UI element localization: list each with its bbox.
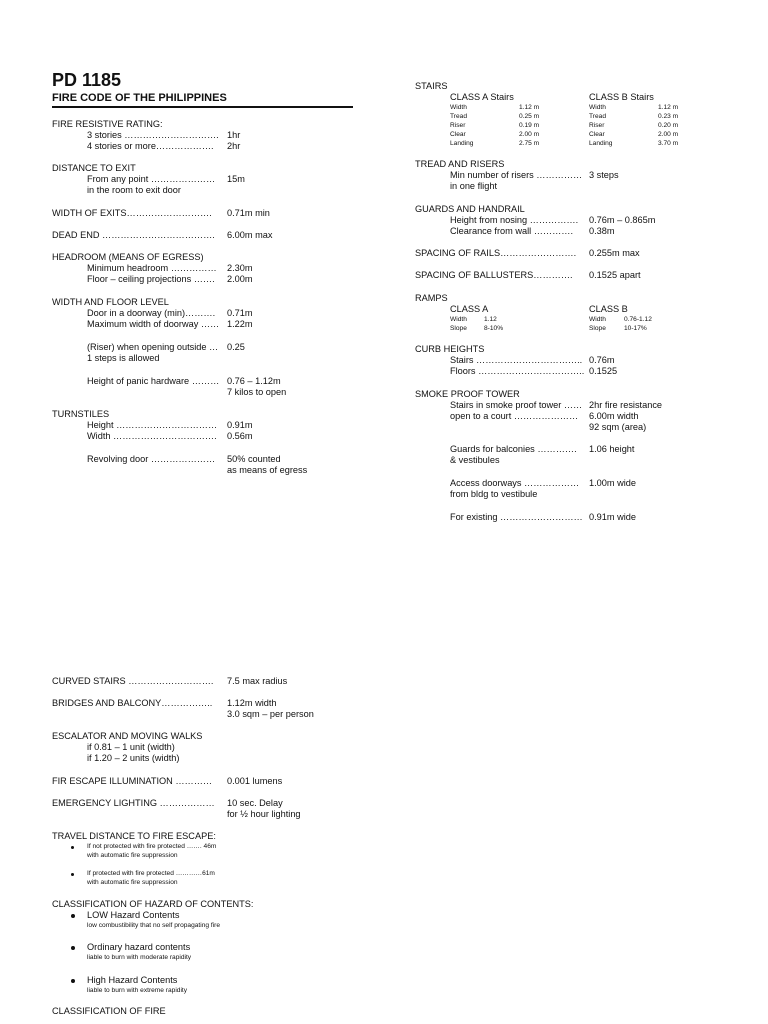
row-label: Height …………………………… <box>87 420 218 430</box>
ramp-label: Width <box>589 316 606 323</box>
ramp-value: 10-17% <box>624 325 647 332</box>
bullet-subtext: with automatic fire suppression <box>87 852 178 859</box>
bullet-subtext: with automatic fire suppression <box>87 879 178 886</box>
section-heading: RAMPS <box>415 293 448 303</box>
section-heading: CLASSIFICATION OF HAZARD OF CONTENTS: <box>52 899 254 909</box>
stairs-row-label: Landing <box>589 140 613 147</box>
section-heading: GUARDS AND HANDRAIL <box>415 204 525 214</box>
section-heading: HEADROOM (MEANS OF EGRESS) <box>52 252 204 262</box>
row-value: 0.71m min <box>227 208 270 218</box>
row-value: 10 sec. Delay <box>227 798 283 808</box>
row-value: 0.71m <box>227 308 253 318</box>
row-value: 2hr fire resistance <box>589 400 663 410</box>
row-value: 0.1525 apart <box>589 270 641 280</box>
stairs-row-b: 1.12 m <box>658 104 679 111</box>
stairs-row-label: Riser <box>589 122 605 129</box>
row-label: EMERGENCY LIGHTING ……………… <box>52 798 215 808</box>
stairs-row-a: 1.12 m <box>519 104 540 111</box>
stairs-row-label: Tread <box>589 113 606 120</box>
row-value: 2.30m <box>227 263 253 273</box>
bullet-subtext: low combustibility that no self propagating fire <box>87 922 221 929</box>
stairs-row-a: 0.19 m <box>519 122 540 129</box>
row-value: 2.00m <box>227 274 253 284</box>
bullet-text: Ordinary hazard contents <box>87 942 191 952</box>
ramp-value: 8-10% <box>484 325 504 332</box>
row-label: Width ……………………………. <box>87 431 217 441</box>
row-value: 1.00m wide <box>589 478 636 488</box>
section-heading: FIRE RESISTIVE RATING: <box>52 119 163 129</box>
row-value: 1hr <box>227 130 241 140</box>
row-label: FIR ESCAPE ILLUMINATION ………… <box>52 776 213 786</box>
row-label: CURVED STAIRS ………………………. <box>52 676 214 686</box>
stairs-row-label: Width <box>589 104 606 111</box>
bullet-text: If protected with fire protected …………61m <box>87 870 215 877</box>
row-label: Height from nosing ……………. <box>450 215 579 225</box>
row-label: Min number of risers …………… <box>450 170 583 180</box>
stairs-row-a: 2.75 m <box>519 140 540 147</box>
bullet-text: If not protected with fire protected ……. 46m <box>87 843 217 850</box>
row-label: 3 stories …………………………. <box>87 130 219 140</box>
row-value: 3.0 sqm – per person <box>227 709 314 719</box>
row-label: From any point ………………… <box>87 174 216 184</box>
stairs-row-label: Tread <box>450 113 467 120</box>
row-value: 0.91m <box>227 420 253 430</box>
stairs-row-b: 2.00 m <box>658 131 679 138</box>
row-label: Stairs in smoke proof tower …… <box>450 400 583 410</box>
row-label: Door in a doorway (min)………. <box>87 308 216 318</box>
bullet-icon <box>71 873 74 876</box>
row-label: Floors …………………………….. <box>450 366 585 376</box>
row-value: 50% counted <box>227 454 281 464</box>
stairs-row-label: Riser <box>450 122 466 129</box>
row-value: 1.12m width <box>227 698 277 708</box>
bullet-subtext: liable to burn with moderate rapidity <box>87 954 192 961</box>
row-label: WIDTH OF EXITS………………………. <box>52 208 212 218</box>
row-label: (Riser) when opening outside … <box>87 342 219 352</box>
row-value: 0.76 – 1.12m <box>227 376 281 386</box>
row-value: 7.5 max radius <box>227 676 288 686</box>
row-label: from bldg to vestibule <box>450 489 538 499</box>
row-label: Revolving door ………………… <box>87 454 216 464</box>
bullet-subtext: liable to burn with extreme rapidity <box>87 987 188 994</box>
row-label: For existing ……………………… <box>450 512 583 522</box>
row-label: if 0.81 – 1 unit (width) <box>87 742 175 752</box>
stairs-row-b: 0.20 m <box>658 122 679 129</box>
row-label: Height of panic hardware ……… <box>87 376 220 386</box>
bullet-icon <box>71 979 75 983</box>
section-heading: TURNSTILES <box>52 409 110 419</box>
section-heading: STAIRS <box>415 81 448 91</box>
page-title: PD 1185 <box>52 70 122 90</box>
ramp-value: 1.12 <box>484 316 497 323</box>
row-value: 2hr <box>227 141 241 151</box>
section-heading: WIDTH AND FLOOR LEVEL <box>52 297 169 307</box>
bullet-text: High Hazard Contents <box>87 975 178 985</box>
ramp-label: Slope <box>450 325 467 332</box>
classification-of-fire-heading: CLASSIFICATION OF FIRE <box>52 1006 166 1016</box>
section-heading: ESCALATOR AND MOVING WALKS <box>52 731 203 741</box>
section-heading: TREAD AND RISERS <box>415 159 505 169</box>
ramp-label: Slope <box>589 325 606 332</box>
row-value: as means of egress <box>227 465 308 475</box>
row-label: DEAD END ………………………………. <box>52 230 215 240</box>
row-value: 7 kilos to open <box>227 387 287 397</box>
class-a-heading: CLASS A <box>450 304 489 314</box>
stairs-row-a: 0.25 m <box>519 113 540 120</box>
stairs-row-b: 3.70 m <box>658 140 679 147</box>
row-label: open to a court ………………… <box>450 411 579 421</box>
class-b-heading: CLASS B <box>589 304 628 314</box>
row-value: 15m <box>227 174 245 184</box>
section-heading: SMOKE PROOF TOWER <box>415 389 520 399</box>
row-value: 0.56m <box>227 431 253 441</box>
row-label: 1 steps is allowed <box>87 353 160 363</box>
row-value: 0.255m max <box>589 248 640 258</box>
bullet-icon <box>71 946 75 950</box>
row-label: SPACING OF RAILS……………………. <box>415 248 577 258</box>
bullet-icon <box>71 846 74 849</box>
class-b-heading: CLASS B Stairs <box>589 92 654 102</box>
title-rule <box>52 106 353 108</box>
bullet-icon <box>71 914 75 918</box>
row-label: Clearance from wall …………. <box>450 226 574 236</box>
row-value: 0.1525 <box>589 366 618 376</box>
row-label: SPACING OF BALLUSTERS…………. <box>415 270 573 280</box>
class-a-heading: CLASS A Stairs <box>450 92 514 102</box>
row-label: Maximum width of doorway …… <box>87 319 220 329</box>
row-value: 0.38m <box>589 226 615 236</box>
row-label: & vestibules <box>450 455 500 465</box>
section-heading: CURB HEIGHTS <box>415 344 485 354</box>
row-value: 6.00m max <box>227 230 273 240</box>
stairs-row-label: Landing <box>450 140 474 147</box>
row-value: 1.22m <box>227 319 253 329</box>
stairs-row-a: 2.00 m <box>519 131 540 138</box>
row-label: in one flight <box>450 181 497 191</box>
row-value: for ½ hour lighting <box>227 809 301 819</box>
ramp-value: 0.76-1.12 <box>624 316 652 323</box>
row-value: 1.06 height <box>589 444 635 454</box>
row-value: 6.00m width <box>589 411 639 421</box>
stairs-row-b: 0.23 m <box>658 113 679 120</box>
page-subtitle: FIRE CODE OF THE PHILIPPINES <box>52 92 227 104</box>
section-heading: TRAVEL DISTANCE TO FIRE ESCAPE: <box>52 831 216 841</box>
stairs-row-label: Clear <box>450 131 466 138</box>
row-label: Minimum headroom …………… <box>87 263 217 273</box>
row-value: 0.76m – 0.865m <box>589 215 656 225</box>
row-label: in the room to exit door <box>87 185 181 195</box>
row-label: 4 stories or more………………. <box>87 141 214 151</box>
row-label: Floor – ceiling projections ……. <box>87 274 215 284</box>
ramp-label: Width <box>450 316 467 323</box>
row-value: 0.91m wide <box>589 512 636 522</box>
bullet-text: LOW Hazard Contents <box>87 910 180 920</box>
stairs-row-label: Width <box>450 104 467 111</box>
row-label: Stairs …………………………….. <box>450 355 583 365</box>
row-value: 0.25 <box>227 342 245 352</box>
row-value: 3 steps <box>589 170 619 180</box>
stairs-row-label: Clear <box>589 131 605 138</box>
row-label: Guards for balconies …………. <box>450 444 577 454</box>
row-label: if 1.20 – 2 units (width) <box>87 753 180 763</box>
row-value: 0.76m <box>589 355 615 365</box>
row-value: 0.001 lumens <box>227 776 283 786</box>
row-label: BRIDGES AND BALCONY…………….. <box>52 698 213 708</box>
row-value: 92 sqm (area) <box>589 422 647 432</box>
row-label: Access doorways ……………… <box>450 478 580 488</box>
section-heading: DISTANCE TO EXIT <box>52 163 136 173</box>
